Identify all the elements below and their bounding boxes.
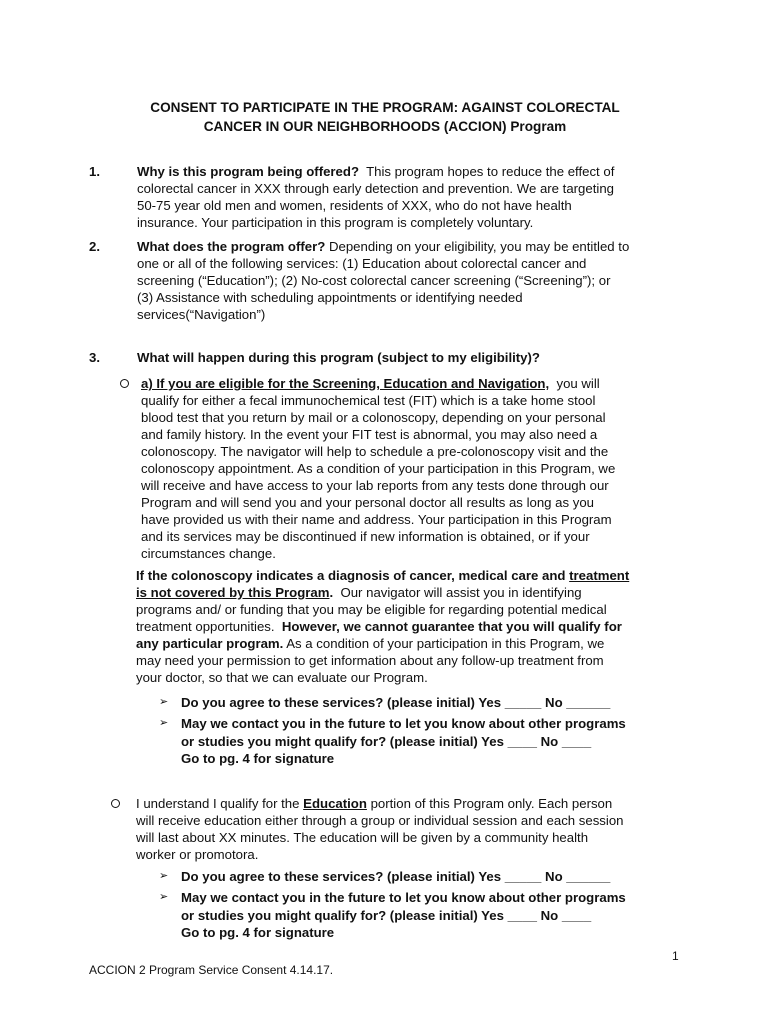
option-education-radio[interactable] — [111, 799, 120, 808]
cancer-care-paragraph — [136, 567, 686, 686]
cancer-care-text: is not covered by this Program — [136, 585, 330, 600]
education-contact-question-initials[interactable]: or studies you might qualify for? (please initial) Yes ____ No ____ — [181, 908, 592, 923]
section-2-question: What does the program offer? — [137, 239, 326, 254]
section-2-number: 2. — [89, 239, 100, 254]
cancer-care-text: If the colonoscopy indicates a diagnosis of cancer, medical care and — [136, 568, 566, 583]
agree-services-question[interactable]: Do you agree to these services? (please initial) Yes _____ No ______ — [181, 695, 611, 710]
option-a-text: colonoscopy. The navigator will help to schedule a pre-colonoscopy visit and the — [141, 444, 609, 459]
section-3-number: 3. — [89, 350, 100, 365]
title-line-2: CANCER IN OUR NEIGHBORHOODS (ACCION) Program — [203, 119, 567, 134]
option-a-text: colonoscopy appointment. As a condition of your participation in this Program, we — [141, 461, 616, 476]
option-a-text: circumstances change. — [141, 546, 276, 561]
option-a-radio[interactable] — [120, 379, 129, 388]
option-a-label: a) If you are eligible for the Screening, Education and Navigation, — [141, 376, 550, 391]
section-1-number: 1. — [89, 164, 100, 179]
education-text: worker or promotora. — [136, 847, 259, 862]
education-text: will last about XX minutes. The education will be given by a community health — [136, 830, 589, 845]
contact-future-question: May we contact you in the future to let you know about other programs — [181, 716, 626, 731]
option-a-text: will receive and have access to your lab reports from any tests done through our — [141, 478, 609, 493]
option-a-text: qualify for either a fecal immunochemical test (FIT) which is a take home stool — [141, 393, 596, 408]
option-a-text: and its services may be discontinued if new information is obtained, or if your — [141, 529, 590, 544]
option-a-text: have provided us with their name and address. Your participation in this Program — [141, 512, 612, 527]
section-1-text: 50-75 year old men and women, residents of XXX, who do not have health — [137, 198, 572, 213]
section-2-text: one or all of the following services: (1) Education about colorectal cancer and — [137, 256, 587, 271]
cancer-care-text: Our navigator will assist you in identifying — [340, 585, 582, 600]
document-title — [95, 98, 675, 136]
option-a-text: and family history. In the event your FIT test is abnormal, you may also need a — [141, 427, 598, 442]
page-number: 1 — [672, 949, 679, 963]
education-contact-question: May we contact you in the future to let you know about other programs — [181, 890, 626, 905]
arrow-bullet-icon: ➢ — [159, 870, 169, 882]
cancer-care-text: . — [329, 585, 334, 600]
contact-future-question-initials[interactable]: or studies you might qualify for? (please initial) Yes ____ No ____ — [181, 734, 592, 749]
option-a-text: you will — [556, 376, 600, 391]
option-a-text: blood test that you return by mail or a colonoscopy, depending on your personal — [141, 410, 606, 425]
option-a-text: Program and will send you and your personal doctor all results as long as you — [141, 495, 595, 510]
education-text: will receive education either through a group or individual session and each session — [136, 813, 624, 828]
cancer-care-text: treatment — [569, 568, 630, 583]
section-2-text: Depending on your eligibility, you may be entitled to — [328, 239, 630, 254]
education-text: Education — [303, 796, 367, 811]
section-3-question-text: What will happen during this program (subject to my eligibility)? — [137, 350, 540, 365]
cancer-care-text: any particular program. — [136, 636, 284, 651]
cancer-care-text: treatment opportunities. — [136, 619, 275, 634]
arrow-bullet-icon: ➢ — [159, 891, 169, 903]
arrow-bullet-icon: ➢ — [159, 717, 169, 729]
section-3-question — [137, 349, 689, 366]
section-1-text: insurance. Your participation in this program is completely voluntary. — [137, 215, 534, 230]
cancer-care-text: However, we cannot guarantee that you will qualify for — [281, 619, 622, 634]
education-goto-signature-note: Go to pg. 4 for signature — [181, 925, 335, 940]
arrow-bullet-icon: ➢ — [159, 696, 169, 708]
section-2-body — [137, 238, 689, 323]
education-text: I understand I qualify for the — [136, 796, 300, 811]
cancer-care-text: may need your permission to get information about any follow-up treatment from — [136, 653, 604, 668]
education-text: portion of this Program only. Each person — [370, 796, 613, 811]
cancer-care-text: programs and/ or funding that you may be eligible for regarding potential medical — [136, 602, 607, 617]
section-1-text: This program hopes to reduce the effect of — [366, 164, 615, 179]
option-a-body — [141, 375, 681, 562]
section-2-text: screening (“Education”); (2) No-cost colorectal cancer screening (“Screening”); or — [137, 273, 611, 288]
cancer-care-text: your doctor, so that we can evaluate our Program. — [136, 670, 428, 685]
section-1-text: colorectal cancer in XXX through early detection and prevention. We are targeting — [137, 181, 614, 196]
education-agree-question[interactable]: Do you agree to these services? (please initial) Yes _____ No ______ — [181, 869, 611, 884]
section-1-body — [137, 163, 689, 231]
education-option-body — [136, 795, 686, 863]
footer-text: ACCION 2 Program Service Consent 4.14.17. — [89, 963, 334, 977]
cancer-care-text: As a condition of your participation in this Program, we — [286, 636, 605, 651]
section-2-text: services(“Navigation”) — [137, 307, 266, 322]
title-line-1: CONSENT TO PARTICIPATE IN THE PROGRAM: AGAINST COLORECTAL — [150, 100, 620, 115]
section-1-question: Why is this program being offered? — [137, 164, 360, 179]
goto-signature-note: Go to pg. 4 for signature — [181, 751, 335, 766]
section-2-text: (3) Assistance with scheduling appointments or identifying needed — [137, 290, 523, 305]
